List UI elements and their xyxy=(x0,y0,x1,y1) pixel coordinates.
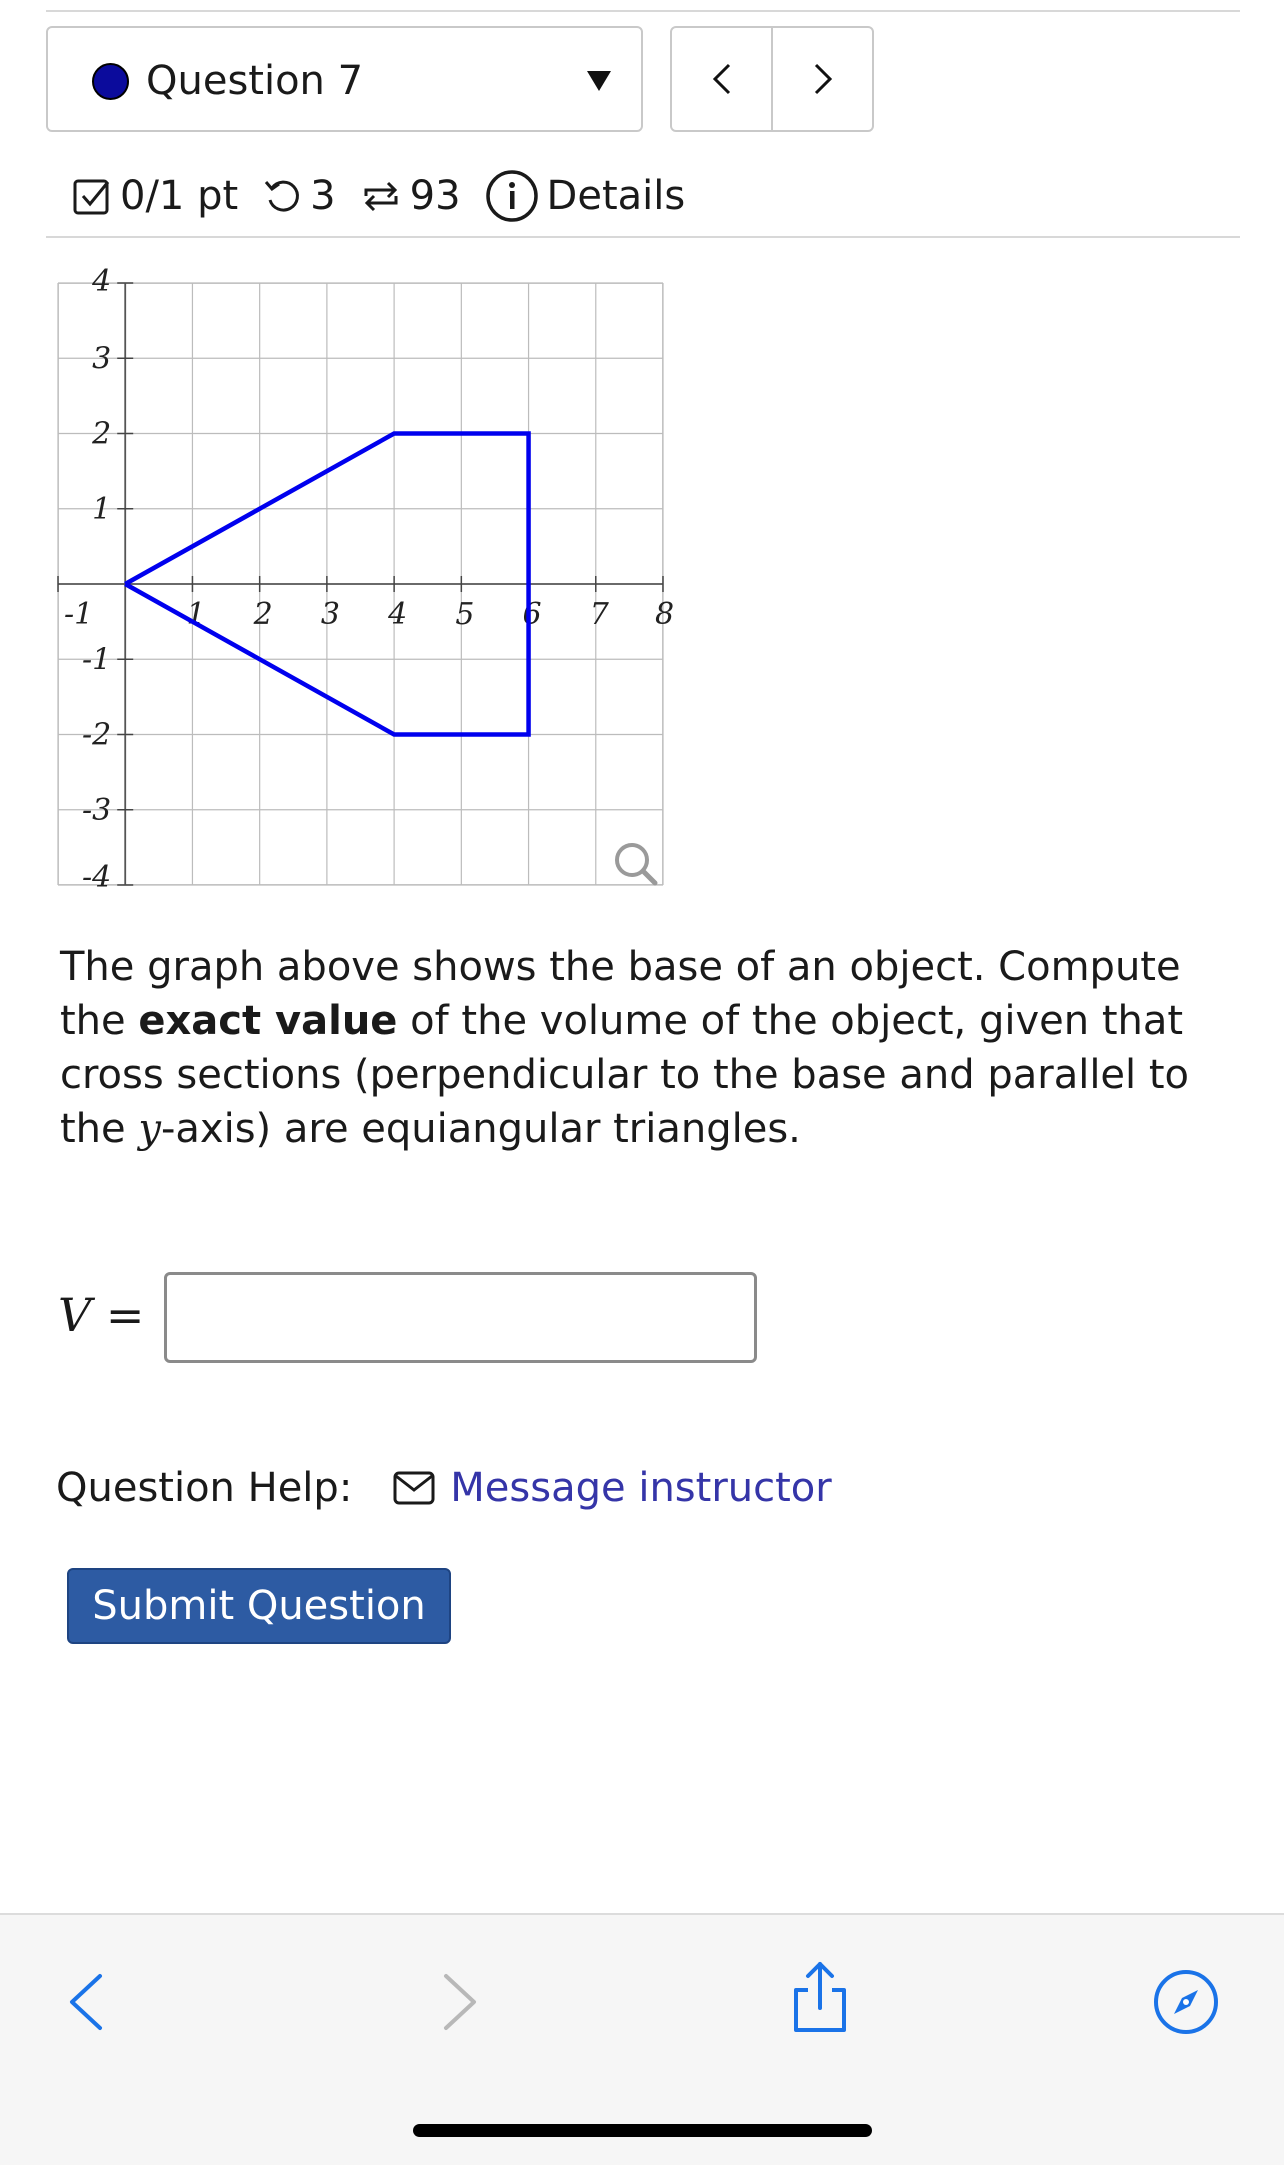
prompt-text-2: of the volume of the object, given that cross sections (perpendicular to the base and parallel to the xyxy=(60,998,1190,1152)
mail-icon[interactable] xyxy=(392,1470,436,1506)
checkbox-icon xyxy=(72,176,112,216)
prompt-text-1: The graph above shows the base of an object. Compute the xyxy=(60,944,1181,1044)
message-instructor-link[interactable]: Message instructor xyxy=(450,1465,832,1511)
next-question-button[interactable] xyxy=(771,28,872,130)
attempts-icon xyxy=(360,176,402,216)
details-link[interactable]: Details xyxy=(546,173,686,219)
x-tick-label: 3 xyxy=(320,597,340,632)
question-prompt xyxy=(60,940,1210,1156)
retry-icon xyxy=(262,176,302,216)
x-tick-label: -1 xyxy=(64,597,94,632)
question-help xyxy=(56,1458,832,1518)
answer-label xyxy=(58,1285,144,1345)
caret-down-icon xyxy=(587,71,611,91)
y-tick-label: 1 xyxy=(92,491,112,527)
base-graph xyxy=(58,264,675,895)
question-nav xyxy=(670,26,874,132)
y-tick-label: 3 xyxy=(92,341,112,377)
score-text: 0/1 pt xyxy=(120,173,239,219)
y-tick-label: -4 xyxy=(81,860,112,895)
x-tick-label: 7 xyxy=(589,597,609,632)
previous-question-button[interactable] xyxy=(672,28,771,130)
browser-forward-icon[interactable] xyxy=(440,1972,480,2032)
share-icon[interactable] xyxy=(790,1958,850,2034)
prompt-var-y: y xyxy=(138,1106,161,1152)
submit-question-button[interactable]: Submit Question xyxy=(67,1568,451,1644)
info-icon[interactable] xyxy=(485,169,539,223)
top-divider xyxy=(46,10,1240,12)
prompt-text-3: -axis) are equiangular triangles. xyxy=(160,1106,801,1152)
browser-back-icon[interactable] xyxy=(66,1972,106,2032)
attempts-count: 93 xyxy=(409,173,461,219)
retries-count: 3 xyxy=(310,173,336,219)
x-tick-label: 1 xyxy=(186,597,206,632)
y-tick-label: -2 xyxy=(81,717,112,753)
question-meta xyxy=(72,168,685,224)
y-tick-label: -1 xyxy=(81,642,112,678)
answer-input[interactable] xyxy=(164,1272,757,1363)
y-tick-label: 4 xyxy=(92,264,112,299)
x-tick-label: 5 xyxy=(455,597,475,632)
question-select-label: Question 7 xyxy=(146,58,364,104)
answer-eq: = xyxy=(91,1288,145,1342)
y-tick-label: 2 xyxy=(92,416,112,452)
compass-icon[interactable] xyxy=(1152,1968,1220,2036)
home-indicator xyxy=(413,2124,872,2137)
chevron-left-icon xyxy=(709,61,735,97)
y-tick-label: -3 xyxy=(81,792,112,828)
x-tick-label: 8 xyxy=(655,597,675,632)
x-tick-label: 2 xyxy=(253,597,273,632)
help-label: Question Help: xyxy=(56,1465,353,1511)
answer-var: V xyxy=(58,1288,92,1342)
x-tick-label: 6 xyxy=(522,597,542,632)
question-status-dot xyxy=(92,63,129,100)
chevron-right-icon xyxy=(810,61,836,97)
question-select[interactable] xyxy=(46,26,643,132)
prompt-bold: exact value xyxy=(138,998,398,1044)
x-tick-label: 4 xyxy=(388,597,408,632)
meta-divider xyxy=(46,236,1240,238)
